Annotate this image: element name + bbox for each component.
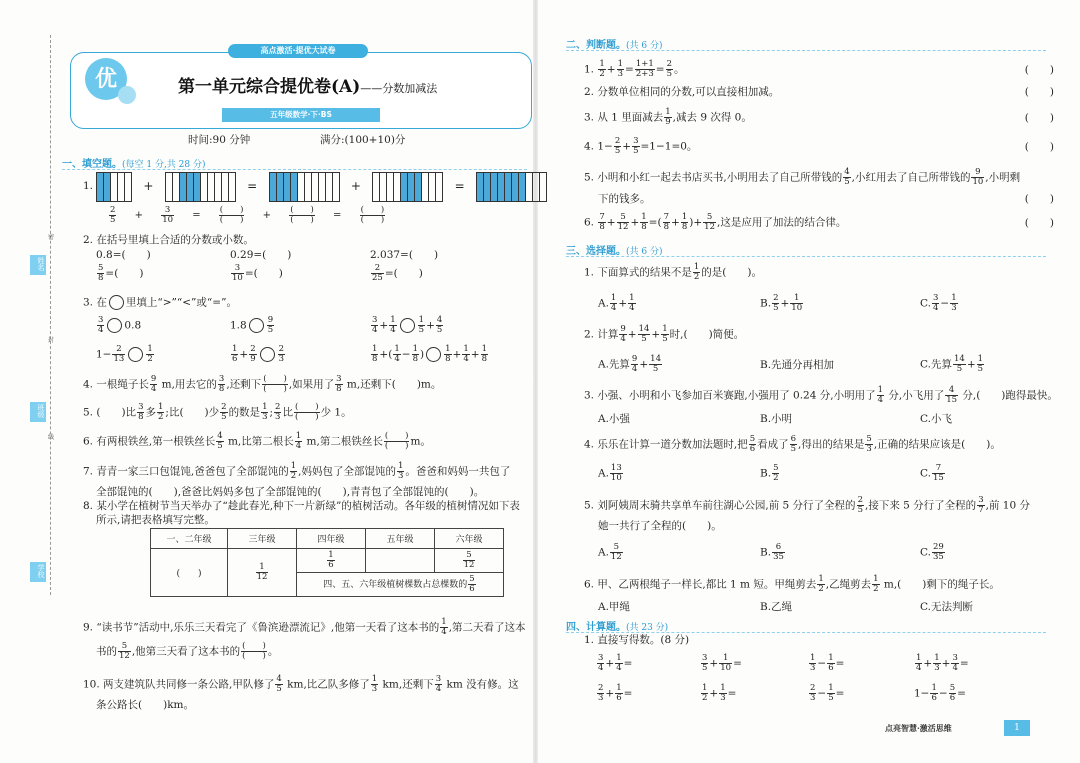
choice-5-line1: 5. 刘阿姨周末骑共享单车前往湖心公园,前 5 分行了全程的 $\frac{2}{5}$ ,接下来 5 分行了全程的 $\frac{3}{7}$ ,前 10 分 [584,495,1030,515]
judge-6: 6. $\frac{7}{8}$ + $\frac{5}{12}$ + $\frac{1}{8}$ =( $\frac{7}{8}$ + $\frac{1}{8}$ )+ $\frac{5}{12}$ ,这是应用了加法的结合律。 ( ) [584,212,1054,232]
judge-4: 4. 1− $\frac{2}{5}$ + $\frac{3}{5}$ =1−1=0。 ( ) [584,136,1054,156]
q7-line2: 全部馄饨的( ),爸爸比妈妈多包了全部馄饨的( ),青青包了全部馄饨的( )。 [96,486,485,498]
q10-line2: 条公路长( )km。 [96,699,195,711]
choice-5-line2: 她一共行了全程的( )。 [598,520,722,532]
binding-line [48,35,55,595]
section-1-divider [62,169,527,171]
grid-c [269,172,340,202]
q6: 6. 有两根铁丝,第一根铁丝长 $\frac{4}{5}$ m,比第二根长 $\frac{1}{4}$ m,第二根铁丝长 ( ) ( ) m。 [83,431,431,451]
grid-d [372,172,443,202]
q3-r1b: 1.8 $\frac{9}{5}$ [230,315,274,335]
q1-number: 1. [83,180,94,192]
choice-6-a: A.甲绳 [598,601,630,613]
calc-e2: $\frac{3}{5}$ + $\frac{1}{10}$ = [702,653,742,673]
choice-4-b: B. $\frac{5}{2}$ [760,463,779,483]
choice-2: 2. 计算 $\frac{9}{4}$ + $\frac{14}{5}$ + $\frac{1}{5}$ 时,( )简便。 [584,324,745,344]
calc-e6: $\frac{1}{2}$ + $\frac{1}{3}$ = [702,683,737,703]
q8-line1: 8. 某小学在植树节当天举办了“趁此春光,种下一片新绿”的植树活动。各年级的植树情况如下表 [83,500,520,512]
school-label-box: 学校 [30,562,46,582]
choice-4-a: A. $\frac{13}{10}$ [598,463,622,483]
q9-line1: 9. “读书节”活动中,乐乐三天看完了《鲁滨逊漂流记》,他第一天看了这本书的 $\frac{1}{4}$ ,第二天看了这本 [83,617,526,637]
planting-table: 一、二年级 三年级 四年级 五年级 六年级 ( ) $\frac{1}{12}$ $\frac{1}{6}$ $\frac{5}{12}$ 四、五、六年级植树棵数占总棵数的 $\frac{5}{6}$ [150,528,504,597]
seal-mark-3: 线 [48,434,55,441]
choice-3-b: B.小明 [760,413,793,425]
seal-mark-1: 密 [48,234,55,241]
grade-bar: 五年级数学·下·BS [222,108,380,122]
bubble-icon [118,86,136,104]
grid-e [476,172,547,202]
q2-e: $\frac{3}{10}$ =( ) [232,263,283,283]
choice-5-b: B. $\frac{6}{35}$ [760,542,784,562]
grid-b [165,172,236,202]
section-1-title: 一、填空题。(每空 1 分,共 28 分) [62,159,206,170]
calc-e8: 1− $\frac{1}{6}$ − $\frac{5}{6}$ = [914,683,966,703]
header-tab: 高点激活·提优大试卷 [228,44,368,58]
choice-2-a: A.先算 $\frac{9}{4}$ + $\frac{14}{5}$ [598,354,661,374]
seal-mark-2: 封 [48,337,55,344]
page-fold [533,0,538,763]
calc-e1: $\frac{3}{4}$ + $\frac{1}{4}$ = [598,653,633,673]
q3-r1c: $\frac{3}{4}$ + $\frac{1}{4}$ $\frac{1}{5}$ + $\frac{4}{5}$ [372,315,443,335]
calc-e5: $\frac{2}{3}$ + $\frac{1}{6}$ = [598,683,633,703]
grid-a [96,172,132,202]
calc-e4: $\frac{1}{4}$ + $\frac{1}{3}$ + $\frac{3}{4}$ = [916,653,969,673]
footer-slogan: 点亮智慧·激活思维 [885,723,952,733]
q3-r2a: 1− $\frac{2}{13}$ $\frac{1}{2}$ [96,344,153,364]
choice-5-a: A. $\frac{5}{12}$ [598,542,622,562]
choice-6-c: C.无法判断 [920,601,973,613]
q2-a: 0.8=( ) [96,249,151,261]
q3-text: 3. 在 里填上“>”“<”或“=”。 [83,296,237,309]
q10-line1: 10. 两支建筑队共同修一条公路,甲队修了 $\frac{4}{5}$ km,比乙队多修了 $\frac{1}{3}$ km,还剩下 $\frac{3}{4}$ km 没有修。这 [83,674,519,694]
page-title: 第一单元综合提优卷(A)——分数加减法 [178,77,438,97]
q9-line2: 书的 $\frac{5}{12}$ ,他第三天看了这本书的 ( ) ( ) 。 [96,641,279,661]
q8-line2: 所示,请把表格填写完整。 [96,514,215,526]
q2-f: $\frac{2}{25}$ =( ) [372,263,423,283]
choice-6-b: B.乙绳 [760,601,793,613]
choice-4: 4. 乐乐在计算一道分数加法题时,把 $\frac{5}{6}$ 看成了 $\frac{6}{5}$ ,得出的结果是 $\frac{5}{3}$ ,正确的结果应该是( )。 [584,434,1001,454]
choice-5-c: C. $\frac{29}{35}$ [920,542,944,562]
class-label-box: 班级 [30,402,46,422]
q5: 5. ( )比 $\frac{3}{8}$ 多 $\frac{1}{2}$ ;比( )少 $\frac{2}{5}$ 的数是 $\frac{1}{3}$ ; $\frac{2}{3}$ 比 ( ) ( ) 少 1。 [83,402,352,422]
choice-1-c: C. $\frac{3}{4}$ − $\frac{1}{3}$ [920,293,957,313]
section-4-title: 四、计算题。(共 23 分) [566,622,669,633]
choice-3-a: A.小强 [598,413,630,425]
choice-3: 3. 小强、小明和小飞参加百米赛跑,小强用了 0.24 分,小明用了 $\frac{1}{4}$ 分,小飞用了 $\frac{4}{15}$ 分,( )跑得最快。 [584,385,1058,405]
compare-circle-icon [109,295,124,310]
calc-e3: $\frac{1}{3}$ − $\frac{1}{6}$ = [810,653,845,673]
calc-subtitle: 1. 直接写得数。(8 分) [584,634,690,646]
judge-5-line1: 5. 小明和小红一起去书店买书,小明用去了自己所带钱的 $\frac{4}{5}$ ,小红用去了自己所带钱的 $\frac{9}{10}$ ,小明剩 [584,167,1021,187]
q1-grid-row: + = + = [96,172,547,202]
exam-time: 时间:90 分钟 [188,134,251,146]
judge-5-line2: 下的钱多。 ( ) [598,193,1054,205]
choice-3-c: C.小飞 [920,413,952,425]
q2-b: 0.29=( ) [230,249,292,261]
choice-4-c: C. $\frac{7}{15}$ [920,463,944,483]
q3-r2b: $\frac{1}{6}$ + $\frac{2}{9}$ $\frac{2}{3}$ [232,344,285,364]
q2-c: 2.037=( ) [370,249,439,261]
q3-r2c: $\frac{1}{8}$ +( $\frac{1}{4}$ − $\frac{1}{8}$ ) $\frac{1}{8}$ + $\frac{1}{4}$ + $\frac{1}{8}$ [372,344,487,364]
judge-2: 2. 分数单位相同的分数,可以直接相加减。 ( ) [584,86,1054,98]
q2-text: 2. 在括号里填上合适的分数或小数。 [83,234,254,246]
section-2-title: 二、判断题。(共 6 分) [566,40,663,51]
choice-1-a: A. $\frac{1}{4}$ + $\frac{1}{4}$ [598,293,635,313]
choice-6: 6. 甲、乙两根绳子一样长,都比 1 m 短。甲绳剪去 $\frac{1}{2}$ ,乙绳剪去 $\frac{1}{2}$ m,( )剩下的绳子长。 [584,574,1000,594]
judge-3: 3. 从 1 里面减去 $\frac{1}{9}$ ,减去 9 次得 0。 ( ) [584,107,1054,127]
calc-e7: $\frac{2}{3}$ − $\frac{1}{5}$ = [810,683,845,703]
page-number: 1 [1004,720,1030,736]
q7-line1: 7. 青青一家三口包馄饨,爸爸包了全部馄饨的 $\frac{1}{2}$ ,妈妈包了全部馄饨的 $\frac{1}{3}$ 。爸爸和妈妈一共包了 [83,461,511,481]
section-3-divider [566,256,1046,258]
choice-1: 1. 下面算式的结果不是 $\frac{1}{2}$ 的是( )。 [584,262,762,282]
badge-icon: 优 [85,58,127,100]
choice-2-b: B.先通分再相加 [760,359,835,371]
choice-2-c: C.先算 $\frac{14}{5}$ + $\frac{1}{5}$ [920,354,984,374]
exam-score: 满分:(100+10)分 [320,134,406,146]
section-2-divider [566,50,1046,52]
choice-1-b: B. $\frac{2}{5}$ + $\frac{1}{10}$ [760,293,803,313]
section-3-title: 三、选择题。(共 6 分) [566,246,663,257]
q4: 4. 一根绳子长 $\frac{9}{4}$ m,用去它的 $\frac{3}{8}$ ,还剩下 ( ) ( ) ,如果用了 $\frac{3}{8}$ m,还剩下( )m。 [83,374,442,394]
q2-d: $\frac{5}{8}$ =( ) [98,263,144,283]
name-label-box: 姓名 [30,255,46,275]
q3-r1a: $\frac{3}{4}$ 0.8 [98,315,142,335]
judge-1: 1. $\frac{1}{2}$ + $\frac{1}{3}$ = $\frac{1+1}{2+3}$ = $\frac{2}{5}$ 。 ( ) [584,59,1054,79]
q1-fraction-row: $\frac{2}{5}$ + $\frac{3}{10}$ = ( ) ( ) + ( ) ( ) = ( ) ( ) [110,205,385,225]
